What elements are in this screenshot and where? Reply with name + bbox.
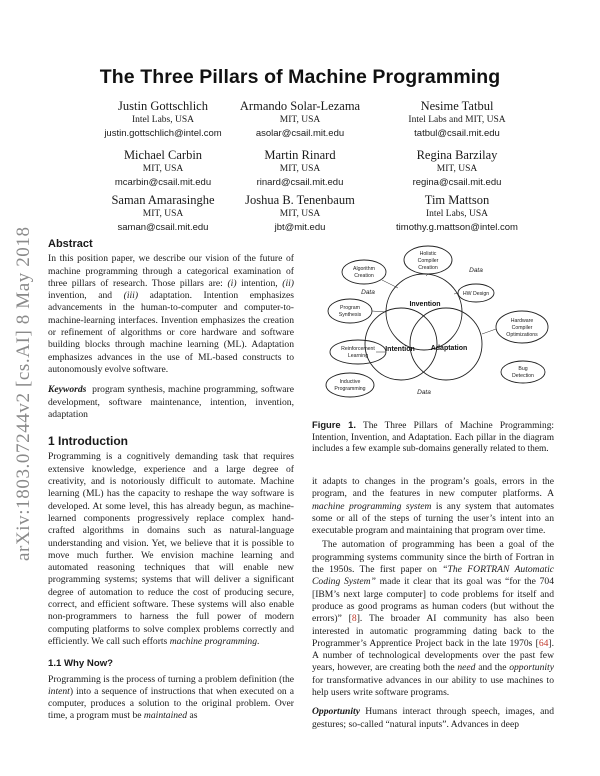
invention-circle bbox=[386, 274, 462, 350]
label-program-synthesis: Program bbox=[340, 305, 360, 311]
label-data: Data bbox=[469, 267, 483, 274]
author bbox=[362, 99, 552, 140]
label-hardware-compiler: Optimizations bbox=[506, 332, 538, 338]
keywords-label: Keywords bbox=[48, 384, 87, 396]
citation-link[interactable]: 64 bbox=[538, 637, 549, 649]
author-email[interactable]: tatbul@csail.mit.edu bbox=[414, 128, 500, 139]
opportunity-label: Opportunity bbox=[312, 706, 360, 718]
right-paragraph: The automation of programming has been a goal of the programming systems community since the birth of Fortran in the 1950s. The first paper on “The FORTRAN Automatic Coding System” made it clear that its goal was “for the 704 [IBM’s next large computer] to code problems for itself and produce as good programs as human coders (but without the errors)” [8]. The broader AI community has also been interested in automatic programming dating back to the Programmer’s Apprentice Project back in the late 1970s [64]. A number of technological developments over the past few years, however, are creating both the need and the opportunity for transformative advances in our ability to use machines to help users write software programs. bbox=[312, 539, 555, 699]
label-reinforcement-learning: Learning bbox=[347, 353, 369, 359]
author-affiliation: MIT, USA bbox=[142, 209, 184, 219]
label-hw-design: HW Design bbox=[462, 291, 490, 297]
label-holistic-compiler: Creation bbox=[418, 265, 438, 271]
author bbox=[362, 193, 552, 234]
label-bug-detection: Detection bbox=[512, 373, 534, 379]
label-holistic-compiler: Holistic bbox=[419, 251, 437, 257]
author-affiliation: MIT, USA bbox=[436, 164, 478, 174]
arxiv-identifier: arXiv:1803.07244v2 [cs.AI] 8 May 2018 bbox=[13, 226, 34, 561]
author-email[interactable]: asolar@csail.mit.edu bbox=[255, 128, 345, 139]
author-email[interactable]: jbt@mit.edu bbox=[274, 222, 326, 233]
paper-title: The Three Pillars of Machine Programming bbox=[99, 66, 501, 88]
figure-three-pillars bbox=[306, 244, 556, 412]
author-name: Joshua B. Tenenbaum bbox=[245, 193, 355, 207]
author-affiliation: Intel Labs, USA bbox=[425, 209, 488, 219]
author-email[interactable]: regina@csail.mit.edu bbox=[412, 177, 502, 188]
abstract-text: In this position paper, we describe our vision of the future of machine programming through a categorical examination of three pillars of research. Those pillars are: (i) intention, (ii) invention, and (iii) adaptation. Intention emphasizes advancements in the human-to-computer and computer-to-machine-learning interfaces. Invention emphasizes the creation or refinement of algorithms or core hardware and software building blocks through machine learning (ML). Adaptation emphasizes advances in the use of ML-based constructs to autonomously evolve software. bbox=[48, 253, 294, 375]
intro-paragraph: Programming is a cognitively demanding task that requires extensive knowledge, experience and a large degree of creativity, and is notoriously difficult to automate. Machine learning (ML) has the capacity to reshape the way software is developed. At some level, this has already begun, as machine-learned components progressively replace complex hand-crafted algorithms in domains such as natural-language understanding and vision. Yet, we believe that it is possible to move much further. We envision machine learning and automated reasoning techniques that will enable new programming systems; systems that will deliver a significant degree of automation to reduce the cost of producing secure, correct, and efficient software. These systems will also enable non-programmers to harness the full power of modern computing platforms to solve complex problems correctly and efficiently. We call such efforts machine programming. bbox=[48, 451, 294, 647]
label-data: Data bbox=[417, 389, 431, 396]
right-column bbox=[312, 476, 554, 731]
figure-caption-label: Figure 1. bbox=[312, 419, 356, 430]
author-email[interactable]: rinard@csail.mit.edu bbox=[256, 177, 344, 188]
author-email[interactable]: timothy.g.mattson@intel.com bbox=[396, 222, 518, 233]
label-hardware-compiler: Hardware bbox=[510, 318, 534, 324]
author-name: Michael Carbin bbox=[123, 148, 203, 162]
label-adaptation: Adaptation bbox=[430, 345, 468, 352]
algorithm-creation-ellipse bbox=[342, 260, 386, 284]
label-hardware-compiler: Compiler bbox=[511, 325, 533, 331]
author-name: Nesime Tatbul bbox=[420, 99, 494, 113]
author bbox=[362, 148, 552, 189]
author-affiliation: MIT, USA bbox=[279, 115, 321, 125]
label-program-synthesis: Synthesis bbox=[338, 312, 362, 318]
author-name: Martin Rinard bbox=[264, 148, 336, 162]
author-name: Justin Gottschlich bbox=[118, 99, 208, 113]
label-algorithm-creation: Creation bbox=[354, 273, 374, 279]
author-name: Tim Mattson bbox=[424, 193, 490, 207]
label-inductive-programming: Inductive bbox=[339, 379, 361, 385]
right-paragraph: Opportunity Humans interact through speech, images, and gestures; so-called “natural inputs”. Advances in deep bbox=[312, 706, 554, 730]
author-affiliation: Intel Labs and MIT, USA bbox=[408, 115, 506, 125]
keywords: Keywords program synthesis, machine programming, software development, software maintenance, intention, invention, adaptation bbox=[48, 384, 294, 420]
author-email[interactable]: mcarbin@csail.mit.edu bbox=[114, 177, 212, 188]
section-heading-introduction: 1 Introduction bbox=[48, 434, 128, 449]
bug-detection-ellipse bbox=[501, 361, 545, 383]
intention-circle bbox=[365, 308, 437, 380]
subsection-heading-why-now: 1.1 Why Now? bbox=[48, 658, 114, 670]
label-holistic-compiler: Compiler bbox=[417, 258, 439, 264]
abstract-heading: Abstract bbox=[48, 238, 93, 250]
author-affiliation: Intel Labs, USA bbox=[131, 115, 194, 125]
why-now-paragraph: Programming is the process of turning a problem definition (the intent) into a sequence of instructions that when executed on a computer, produces a solution to the original problem. Over time, a program must be maintained as bbox=[48, 673, 294, 722]
figure-caption: Figure 1. The Three Pillars of Machine Programming: Intention, Invention, and Adaptation. Each pillar in the diagram includes a few example sub-domains generally related to them. bbox=[312, 419, 554, 454]
author-affiliation: MIT, USA bbox=[142, 164, 184, 174]
label-bug-detection: Bug bbox=[518, 366, 528, 372]
right-paragraph: it adapts to changes in the program’s goals, errors in the program, and the features in new computer platforms. A machine programming system is any system that automates some or all of the steps of turning the user’s intent into an executable program and maintaining that program over time. bbox=[312, 476, 554, 537]
label-reinforcement-learning: Reinforcement bbox=[341, 346, 375, 352]
author-name: Regina Barzilay bbox=[416, 148, 498, 162]
author-email[interactable]: saman@csail.mit.edu bbox=[117, 222, 209, 233]
label-intention: Intention bbox=[385, 346, 415, 353]
adaptation-circle bbox=[410, 308, 482, 380]
label-data: Data bbox=[361, 289, 375, 296]
label-inductive-programming: Programming bbox=[334, 386, 366, 392]
author-email[interactable]: justin.gottschlich@intel.com bbox=[104, 128, 222, 139]
label-invention: Invention bbox=[409, 301, 441, 308]
left-column bbox=[48, 238, 294, 723]
citation-link[interactable]: 8 bbox=[351, 613, 357, 625]
author-affiliation: MIT, USA bbox=[279, 164, 321, 174]
author-affiliation: MIT, USA bbox=[279, 209, 321, 219]
author-name: Armando Solar-Lezama bbox=[239, 99, 361, 113]
inductive-programming-ellipse bbox=[326, 373, 374, 397]
author-name: Saman Amarasinghe bbox=[111, 193, 215, 207]
program-synthesis-ellipse bbox=[328, 299, 372, 323]
label-algorithm-creation: Algorithm bbox=[353, 266, 375, 272]
